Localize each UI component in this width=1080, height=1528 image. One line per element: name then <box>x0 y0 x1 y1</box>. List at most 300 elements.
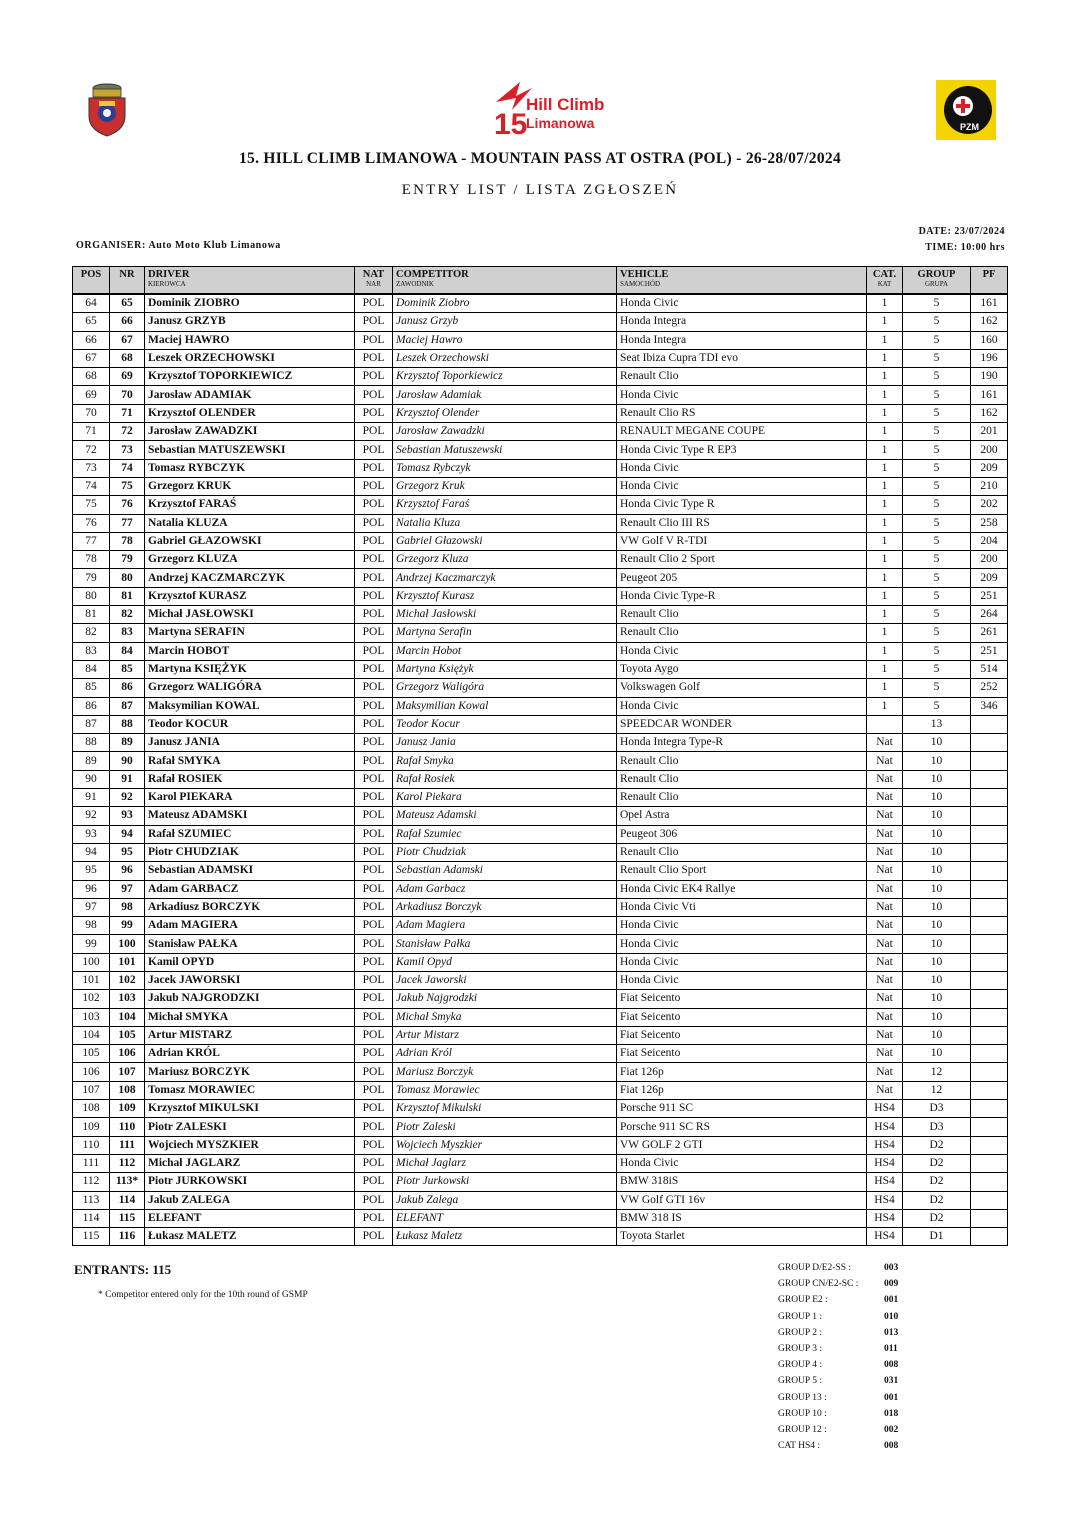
group-label: GROUP E2 : <box>778 1295 828 1306</box>
cell-pf: 202 <box>971 496 1008 514</box>
cell-pos: 98 <box>73 917 110 935</box>
cell-nat: POL <box>355 1081 393 1099</box>
cell-nat: POL <box>355 587 393 605</box>
cell-pf <box>971 953 1008 971</box>
cell-nr: 86 <box>110 679 145 697</box>
table-row <box>73 551 1008 569</box>
cell-cat: Nat <box>867 1026 903 1044</box>
cell-vehicle: Toyota Aygo <box>617 660 867 678</box>
cell-pf <box>971 843 1008 861</box>
cell-vehicle: Renault Clio <box>617 624 867 642</box>
group-count: 008 <box>884 1441 899 1452</box>
cell-driver: Leszek ORZECHOWSKI <box>145 349 355 367</box>
cell-driver: Dominik ZIOBRO <box>145 294 355 313</box>
cell-pf <box>971 1100 1008 1118</box>
cell-driver: Marcin HOBOT <box>145 642 355 660</box>
group-count: 018 <box>884 1408 899 1419</box>
cell-group: 5 <box>903 679 971 697</box>
pzm-logo <box>936 80 996 140</box>
cell-pf: 200 <box>971 551 1008 569</box>
cell-pos: 94 <box>73 843 110 861</box>
cell-nat: POL <box>355 532 393 550</box>
cell-pf: 190 <box>971 368 1008 386</box>
cell-vehicle: Renault Clio 2 Sport <box>617 551 867 569</box>
cell-vehicle: Honda Civic Type R <box>617 496 867 514</box>
svg-text:Limanowa: Limanowa <box>526 115 595 131</box>
cell-nat: POL <box>355 441 393 459</box>
table-row <box>73 935 1008 953</box>
cell-cat: Nat <box>867 971 903 989</box>
table-row <box>73 477 1008 495</box>
cell-competitor: Rafał Smyka <box>393 752 617 770</box>
cell-driver: Jarosław ZAWADZKI <box>145 423 355 441</box>
cell-vehicle: Seat Ibiza Cupra TDI evo <box>617 349 867 367</box>
cell-cat: 1 <box>867 624 903 642</box>
cell-pf <box>971 1118 1008 1136</box>
entrants-count: ENTRANTS: 115 <box>74 1262 172 1277</box>
cell-competitor: Leszek Orzechowski <box>393 349 617 367</box>
cell-vehicle: Fiat 126p <box>617 1081 867 1099</box>
cell-driver: Rafał ROSIEK <box>145 770 355 788</box>
cell-pf <box>971 1209 1008 1227</box>
cell-group: 5 <box>903 642 971 660</box>
cell-nr: 102 <box>110 971 145 989</box>
cell-nat: POL <box>355 1063 393 1081</box>
cell-driver: Krzysztof MIKULSKI <box>145 1100 355 1118</box>
cell-group: 12 <box>903 1081 971 1099</box>
cell-nr: 75 <box>110 477 145 495</box>
cell-pos: 83 <box>73 642 110 660</box>
cell-group: 10 <box>903 971 971 989</box>
cell-cat: 1 <box>867 514 903 532</box>
group-label: GROUP D/E2-SS : <box>778 1263 852 1273</box>
cell-cat: 1 <box>867 551 903 569</box>
table-row <box>73 368 1008 386</box>
cell-cat: HS4 <box>867 1136 903 1154</box>
cell-cat: 1 <box>867 697 903 715</box>
cell-pos: 77 <box>73 532 110 550</box>
cell-pf <box>971 1191 1008 1209</box>
cell-nat: POL <box>355 1008 393 1026</box>
cell-vehicle: Porsche 911 SC RS <box>617 1118 867 1136</box>
cell-pos: 74 <box>73 477 110 495</box>
cell-cat: 1 <box>867 368 903 386</box>
cell-group: 5 <box>903 660 971 678</box>
table-row <box>73 752 1008 770</box>
organiser: ORGANISER: Auto Moto Klub Limanowa <box>76 240 281 251</box>
cell-driver: Stanisław PAŁKA <box>145 935 355 953</box>
table-row <box>73 606 1008 624</box>
table-row <box>73 423 1008 441</box>
cell-driver: Adam GARBACZ <box>145 880 355 898</box>
cell-group: D2 <box>903 1154 971 1172</box>
cell-competitor: Dominik Ziobro <box>393 294 617 313</box>
table-row <box>73 953 1008 971</box>
cell-nat: POL <box>355 715 393 733</box>
cell-nr: 95 <box>110 843 145 861</box>
cell-vehicle: Honda Civic <box>617 917 867 935</box>
col-driver: DRIVER KIEROWCA <box>145 267 355 295</box>
cell-nr: 76 <box>110 496 145 514</box>
cell-nr: 96 <box>110 862 145 880</box>
cell-pf: 514 <box>971 660 1008 678</box>
cell-group: 5 <box>903 477 971 495</box>
cell-nr: 84 <box>110 642 145 660</box>
cell-nr: 103 <box>110 990 145 1008</box>
col-competitor: COMPETITOR ZAWODNIK <box>393 267 617 295</box>
cell-vehicle: Opel Astra <box>617 807 867 825</box>
cell-competitor: Andrzej Kaczmarczyk <box>393 569 617 587</box>
cell-group: 5 <box>903 441 971 459</box>
cell-cat: 1 <box>867 313 903 331</box>
group-count: 013 <box>884 1327 899 1338</box>
cell-competitor: Tomasz Rybczyk <box>393 459 617 477</box>
cell-cat: Nat <box>867 843 903 861</box>
cell-cat: 1 <box>867 459 903 477</box>
cell-nat: POL <box>355 660 393 678</box>
cell-vehicle: RENAULT MEGANE COUPE <box>617 423 867 441</box>
cell-pf <box>971 1063 1008 1081</box>
table-row <box>73 331 1008 349</box>
cell-pf <box>971 898 1008 916</box>
cell-driver: Andrzej KACZMARCZYK <box>145 569 355 587</box>
group-label: GROUP 2 : <box>778 1327 822 1338</box>
cell-group: 10 <box>903 807 971 825</box>
cell-pos: 111 <box>73 1154 110 1172</box>
table-header <box>73 267 1008 295</box>
cell-vehicle: Honda Civic EK4 Rallye <box>617 880 867 898</box>
cell-competitor: Krzysztof Olender <box>393 404 617 422</box>
cell-group: 10 <box>903 935 971 953</box>
group-summary-row <box>778 1325 898 1341</box>
cell-nat: POL <box>355 752 393 770</box>
cell-nr: 99 <box>110 917 145 935</box>
group-summary-row <box>778 1260 898 1276</box>
cell-competitor: Krzysztof Kurasz <box>393 587 617 605</box>
cell-group: 10 <box>903 825 971 843</box>
table-row <box>73 789 1008 807</box>
group-summary-row <box>778 1357 898 1373</box>
cell-nat: POL <box>355 331 393 349</box>
cell-cat: Nat <box>867 734 903 752</box>
group-label: GROUP 10 : <box>778 1408 827 1419</box>
cell-nr: 114 <box>110 1191 145 1209</box>
group-count: 001 <box>884 1295 899 1306</box>
cell-driver: Grzegorz KRUK <box>145 477 355 495</box>
cell-vehicle: Honda Integra <box>617 313 867 331</box>
cell-pf: 201 <box>971 423 1008 441</box>
table-row <box>73 917 1008 935</box>
cell-competitor: Tomasz Morawiec <box>393 1081 617 1099</box>
cell-nat: POL <box>355 770 393 788</box>
cell-vehicle: Fiat Seicento <box>617 1045 867 1063</box>
table-row <box>73 880 1008 898</box>
cell-group: 10 <box>903 1026 971 1044</box>
group-summary-row <box>778 1373 898 1389</box>
cell-vehicle: Honda Civic Vti <box>617 898 867 916</box>
group-count: 011 <box>884 1343 898 1354</box>
date-time <box>919 224 1005 256</box>
cell-driver: Jakub NAJGRODZKI <box>145 990 355 1008</box>
cell-nat: POL <box>355 1209 393 1227</box>
cell-pf <box>971 917 1008 935</box>
cell-group: D3 <box>903 1118 971 1136</box>
table-row <box>73 642 1008 660</box>
cell-cat: 1 <box>867 441 903 459</box>
cell-competitor: Janusz Grzyb <box>393 313 617 331</box>
cell-driver: Jarosław ADAMIAK <box>145 386 355 404</box>
cell-group: 10 <box>903 898 971 916</box>
cell-cat: Nat <box>867 990 903 1008</box>
cell-pf <box>971 1081 1008 1099</box>
cell-vehicle: Honda Civic <box>617 935 867 953</box>
group-label: GROUP 1 : <box>778 1311 822 1322</box>
cell-cat: Nat <box>867 770 903 788</box>
cell-cat: HS4 <box>867 1154 903 1172</box>
table-row <box>73 697 1008 715</box>
cell-driver: Michał JASŁOWSKI <box>145 606 355 624</box>
cell-nat: POL <box>355 1136 393 1154</box>
cell-nr: 113* <box>110 1173 145 1191</box>
cell-cat: HS4 <box>867 1191 903 1209</box>
cell-competitor: Grzegorz Waligóra <box>393 679 617 697</box>
cell-competitor: Jakub Najgrodzki <box>393 990 617 1008</box>
entry-list-table <box>72 266 1008 1246</box>
cell-nr: 101 <box>110 953 145 971</box>
cell-competitor: Martyna Serafin <box>393 624 617 642</box>
cell-pos: 107 <box>73 1081 110 1099</box>
table-row <box>73 1063 1008 1081</box>
cell-cat: Nat <box>867 752 903 770</box>
group-count: 009 <box>884 1279 899 1290</box>
svg-text:15: 15 <box>494 108 528 141</box>
cell-pf: 200 <box>971 441 1008 459</box>
cell-pos: 81 <box>73 606 110 624</box>
cell-nr: 107 <box>110 1063 145 1081</box>
cell-cat: Nat <box>867 789 903 807</box>
cell-nr: 74 <box>110 459 145 477</box>
group-count: 001 <box>884 1392 899 1403</box>
cell-nat: POL <box>355 1118 393 1136</box>
cell-driver: Rafał SZUMIEC <box>145 825 355 843</box>
cell-pf <box>971 825 1008 843</box>
cell-group: D2 <box>903 1173 971 1191</box>
group-label: GROUP 12 : <box>778 1424 827 1435</box>
cell-nat: POL <box>355 294 393 313</box>
cell-nat: POL <box>355 386 393 404</box>
table-row <box>73 825 1008 843</box>
cell-pos: 93 <box>73 825 110 843</box>
cell-group: D3 <box>903 1100 971 1118</box>
cell-cat: 1 <box>867 532 903 550</box>
page-title: 15. HILL CLIMB LIMANOWA - MOUNTAIN PASS AT OSTRA (POL) - 26-28/07/2024 <box>238 150 841 167</box>
table-row <box>73 990 1008 1008</box>
cell-cat: 1 <box>867 386 903 404</box>
cell-cat: 1 <box>867 642 903 660</box>
group-summary-row <box>778 1276 898 1292</box>
cell-competitor: Sebastian Matuszewski <box>393 441 617 459</box>
cell-nr: 111 <box>110 1136 145 1154</box>
cell-pos: 103 <box>73 1008 110 1026</box>
cell-pos: 84 <box>73 660 110 678</box>
group-count: 008 <box>884 1360 899 1371</box>
cell-vehicle: Honda Civic <box>617 459 867 477</box>
cell-driver: Adrian KRÓL <box>145 1045 355 1063</box>
cell-competitor: Krzysztof Faraś <box>393 496 617 514</box>
cell-pos: 80 <box>73 587 110 605</box>
cell-driver: Michał JAGLARZ <box>145 1154 355 1172</box>
cell-competitor: Jarosław Zawadzki <box>393 423 617 441</box>
cell-competitor: Jacek Jaworski <box>393 971 617 989</box>
cell-vehicle: Renault Clio <box>617 752 867 770</box>
cell-pos: 69 <box>73 386 110 404</box>
cell-driver: Gabriel GŁAZOWSKI <box>145 532 355 550</box>
cell-driver: Janusz JANIA <box>145 734 355 752</box>
cell-pf <box>971 789 1008 807</box>
footnote: * Competitor entered only for the 10th round of GSMP <box>98 1290 308 1300</box>
group-label: GROUP 4 : <box>778 1360 822 1371</box>
group-summary <box>778 1260 898 1454</box>
cell-pf: 346 <box>971 697 1008 715</box>
cell-driver: Krzysztof KURASZ <box>145 587 355 605</box>
cell-competitor: Krzysztof Toporkiewicz <box>393 368 617 386</box>
hill-climb-logo <box>490 80 605 141</box>
table-row <box>73 1081 1008 1099</box>
cell-vehicle: Toyota Starlet <box>617 1228 867 1246</box>
cell-pos: 72 <box>73 441 110 459</box>
time: TIME: 10:00 hrs <box>925 242 1005 253</box>
cell-pf: 209 <box>971 569 1008 587</box>
col-cat: CAT. KAT <box>867 267 903 295</box>
group-label: GROUP 3 : <box>778 1343 822 1354</box>
cell-competitor: Mariusz Borczyk <box>393 1063 617 1081</box>
cell-competitor: Mateusz Adamski <box>393 807 617 825</box>
cell-driver: Krzysztof TOPORKIEWICZ <box>145 368 355 386</box>
cell-cat: Nat <box>867 935 903 953</box>
cell-pos: 115 <box>73 1228 110 1246</box>
cell-cat: 1 <box>867 331 903 349</box>
cell-nat: POL <box>355 624 393 642</box>
group-summary-row <box>778 1422 898 1438</box>
cell-nr: 72 <box>110 423 145 441</box>
cell-pf <box>971 1008 1008 1026</box>
cell-nr: 85 <box>110 660 145 678</box>
cell-nr: 108 <box>110 1081 145 1099</box>
cell-driver: Tomasz RYBCZYK <box>145 459 355 477</box>
cell-competitor: Piotr Jurkowski <box>393 1173 617 1191</box>
cell-competitor: ELEFANT <box>393 1209 617 1227</box>
cell-nat: POL <box>355 679 393 697</box>
cell-group: 5 <box>903 532 971 550</box>
cell-pos: 73 <box>73 459 110 477</box>
cell-cat: Nat <box>867 917 903 935</box>
cell-nr: 82 <box>110 606 145 624</box>
cell-nat: POL <box>355 1191 393 1209</box>
col-nr: NR <box>110 267 145 295</box>
group-summary-row <box>778 1309 898 1325</box>
cell-nat: POL <box>355 789 393 807</box>
cell-pf: 204 <box>971 532 1008 550</box>
cell-cat: 1 <box>867 423 903 441</box>
cell-driver: Krzysztof OLENDER <box>145 404 355 422</box>
cell-nat: POL <box>355 477 393 495</box>
cell-nr: 83 <box>110 624 145 642</box>
cell-driver: Arkadiusz BORCZYK <box>145 898 355 916</box>
table-row <box>73 679 1008 697</box>
cell-cat: Nat <box>867 1045 903 1063</box>
cell-group: 5 <box>903 423 971 441</box>
table-row <box>73 1228 1008 1246</box>
cell-cat: Nat <box>867 807 903 825</box>
cell-pf: 162 <box>971 313 1008 331</box>
cell-competitor: Kamil Opyd <box>393 953 617 971</box>
cell-pos: 114 <box>73 1209 110 1227</box>
cell-vehicle: Fiat Seicento <box>617 990 867 1008</box>
cell-nr: 68 <box>110 349 145 367</box>
cell-pos: 106 <box>73 1063 110 1081</box>
cell-driver: Maksymilian KOWAL <box>145 697 355 715</box>
cell-vehicle: Renault Clio RS <box>617 404 867 422</box>
table-row <box>73 715 1008 733</box>
cell-competitor: Łukasz Maletz <box>393 1228 617 1246</box>
cell-cat: 1 <box>867 404 903 422</box>
cell-group: D1 <box>903 1228 971 1246</box>
cell-pf <box>971 935 1008 953</box>
cell-nat: POL <box>355 1228 393 1246</box>
cell-nr: 69 <box>110 368 145 386</box>
cell-group: 10 <box>903 789 971 807</box>
cell-nat: POL <box>355 843 393 861</box>
cell-group: 10 <box>903 1008 971 1026</box>
cell-cat: Nat <box>867 953 903 971</box>
cell-pos: 102 <box>73 990 110 1008</box>
cell-vehicle: Peugeot 205 <box>617 569 867 587</box>
cell-pf <box>971 807 1008 825</box>
cell-driver: Michał SMYKA <box>145 1008 355 1026</box>
cell-driver: Łukasz MALETZ <box>145 1228 355 1246</box>
cell-vehicle: VW Golf GTI 16v <box>617 1191 867 1209</box>
cell-nat: POL <box>355 569 393 587</box>
cell-pos: 101 <box>73 971 110 989</box>
cell-competitor: Sebastian Adamski <box>393 862 617 880</box>
cell-vehicle: Honda Civic <box>617 1154 867 1172</box>
cell-competitor: Krzysztof Mikulski <box>393 1100 617 1118</box>
cell-nr: 87 <box>110 697 145 715</box>
cell-pos: 90 <box>73 770 110 788</box>
cell-nr: 105 <box>110 1026 145 1044</box>
table-row <box>73 898 1008 916</box>
cell-group: 5 <box>903 349 971 367</box>
page-subtitle: ENTRY LIST / LISTA ZGŁOSZEŃ <box>401 182 679 198</box>
cell-vehicle: Honda Civic <box>617 642 867 660</box>
cell-driver: Mariusz BORCZYK <box>145 1063 355 1081</box>
cell-pf <box>971 1228 1008 1246</box>
cell-competitor: Grzegorz Kluza <box>393 551 617 569</box>
table-row <box>73 971 1008 989</box>
cell-cat: Nat <box>867 1063 903 1081</box>
cell-driver: Maciej HAWRO <box>145 331 355 349</box>
cell-vehicle: Renault Clio <box>617 843 867 861</box>
cell-pos: 76 <box>73 514 110 532</box>
cell-pos: 110 <box>73 1136 110 1154</box>
group-label: CAT HS4 : <box>778 1441 821 1452</box>
cell-vehicle: Honda Civic Type R EP3 <box>617 441 867 459</box>
cell-competitor: Artur Mistarz <box>393 1026 617 1044</box>
cell-pos: 65 <box>73 313 110 331</box>
cell-nat: POL <box>355 862 393 880</box>
cell-vehicle: Peugeot 306 <box>617 825 867 843</box>
table-row <box>73 441 1008 459</box>
